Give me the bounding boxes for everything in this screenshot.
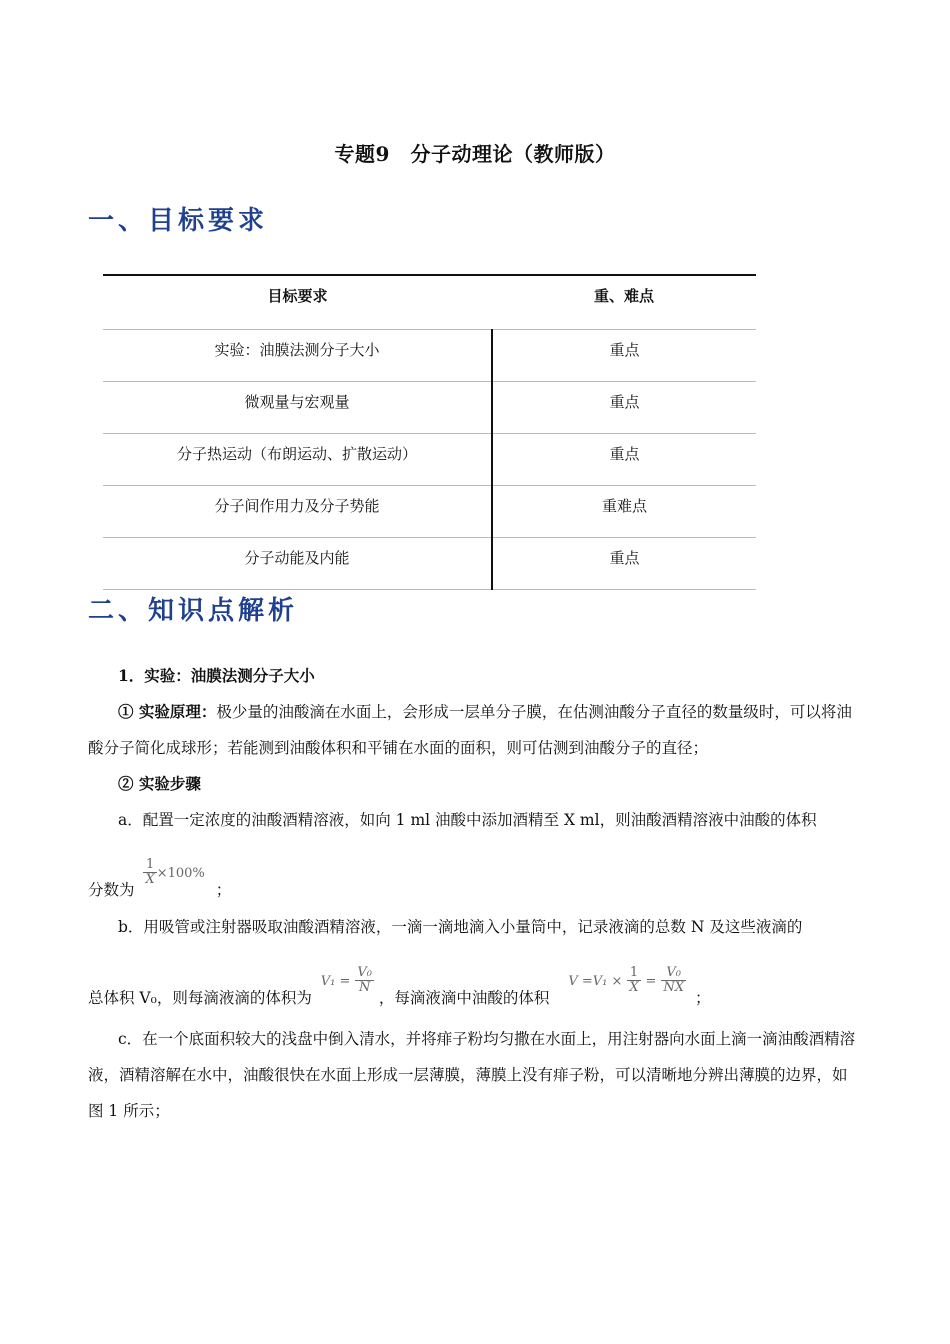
table-cell-importance: 重难点 bbox=[492, 486, 756, 538]
formula-v1-fraction bbox=[355, 966, 374, 996]
fraction-denominator: X bbox=[145, 872, 155, 888]
step-c-paragraph bbox=[88, 1021, 860, 1129]
fraction-numerator: 1 bbox=[627, 966, 640, 981]
content-block bbox=[88, 658, 860, 838]
table-row bbox=[103, 538, 756, 590]
section-heading-knowledge: 二、知识点解析 bbox=[88, 596, 299, 626]
table-cell-goal: 分子间作用力及分子势能 bbox=[103, 486, 492, 538]
step-b-continuation-2: ，每滴液滴中油酸的体积 bbox=[378, 988, 550, 1007]
table-cell-importance: 重点 bbox=[492, 538, 756, 590]
fraction-denominator: NX bbox=[663, 980, 685, 996]
table-cell-importance: 重点 bbox=[492, 330, 756, 382]
table-cell-importance: 重点 bbox=[492, 382, 756, 434]
table-row bbox=[103, 382, 756, 434]
formula-v-lhs: V =V₁ × bbox=[568, 973, 623, 989]
step-a-formula-line bbox=[88, 857, 232, 899]
fraction-numerator: V₀ bbox=[357, 965, 372, 980]
table-cell-goal: 实验：油膜法测分子大小 bbox=[103, 330, 492, 382]
table-header-goal: 目标要求 bbox=[103, 275, 492, 330]
step-b-formula-line bbox=[88, 965, 711, 1007]
principle-label: ① 实验原理： bbox=[118, 702, 217, 721]
table-header-row bbox=[103, 275, 756, 330]
table-cell-goal: 分子动能及内能 bbox=[103, 538, 492, 590]
step-c-text: c．在一个底面积较大的浅盘中倒入清水，并将痱子粉均匀撒在水面上，用注射器向水面上滴一滴油酸酒精溶液，酒精溶解在水中，油酸很快在水面上形成一层薄膜，薄膜上没有痱子粉，可以清晰地分辨出薄膜的边界，如图 1 所示； bbox=[88, 1030, 856, 1120]
steps-label: ② 实验步骤 bbox=[118, 774, 201, 793]
table-row bbox=[103, 434, 756, 486]
step-b-continuation-1: 总体积 V₀，则每滴液滴的体积为 bbox=[88, 988, 312, 1007]
table-cell-goal: 分子热运动（布朗运动、扩散运动） bbox=[103, 434, 492, 486]
fraction-denominator: N bbox=[358, 980, 371, 996]
goals-table bbox=[103, 274, 756, 590]
formula-v-equals: = bbox=[645, 973, 657, 989]
step-a-percent: ×100% bbox=[156, 865, 205, 881]
fraction-numerator: 1 bbox=[143, 858, 156, 873]
table-row bbox=[103, 486, 756, 538]
step-a-continuation: 分数为 bbox=[88, 880, 135, 899]
section-heading-goals: 一、目标要求 bbox=[88, 206, 269, 236]
step-a-end: ； bbox=[215, 880, 232, 899]
table-row bbox=[103, 330, 756, 382]
step-a-text: a．配置一定浓度的油酸酒精溶液，如向 1 ml 油酸中添加酒精至 X ml，则油酸酒精溶液中油酸的体积 bbox=[118, 811, 817, 829]
step-a-fraction bbox=[143, 858, 156, 888]
table-header-importance: 重、难点 bbox=[492, 275, 756, 330]
step-b-text: b．用吸管或注射器吸取油酸酒精溶液，一滴一滴地滴入小量筒中，记录液滴的总数 N 及这些液滴的 bbox=[118, 918, 803, 936]
table-cell-importance: 重点 bbox=[492, 434, 756, 486]
principle-paragraph bbox=[88, 694, 860, 766]
formula-v-fraction-2 bbox=[661, 966, 686, 996]
principle-text: 极少量的油酸滴在水面上，会形成一层单分子膜，在估测油酸分子直径的数量级时，可以将油酸分子简化成球形；若能测到油酸体积和平铺在水面的面积，则可估测到油酸分子的直径； bbox=[88, 703, 852, 757]
formula-v1-lhs: V₁ = bbox=[320, 973, 351, 989]
subsection-heading: 1．实验：油膜法测分子大小 bbox=[118, 666, 315, 685]
page-title: 专题9 分子动理论（教师版） bbox=[334, 142, 616, 166]
fraction-numerator: V₀ bbox=[661, 966, 686, 981]
step-b-end: ； bbox=[694, 988, 711, 1007]
table-cell-goal: 微观量与宏观量 bbox=[103, 382, 492, 434]
formula-v-fraction-1 bbox=[627, 966, 640, 996]
fraction-denominator: X bbox=[629, 980, 639, 996]
